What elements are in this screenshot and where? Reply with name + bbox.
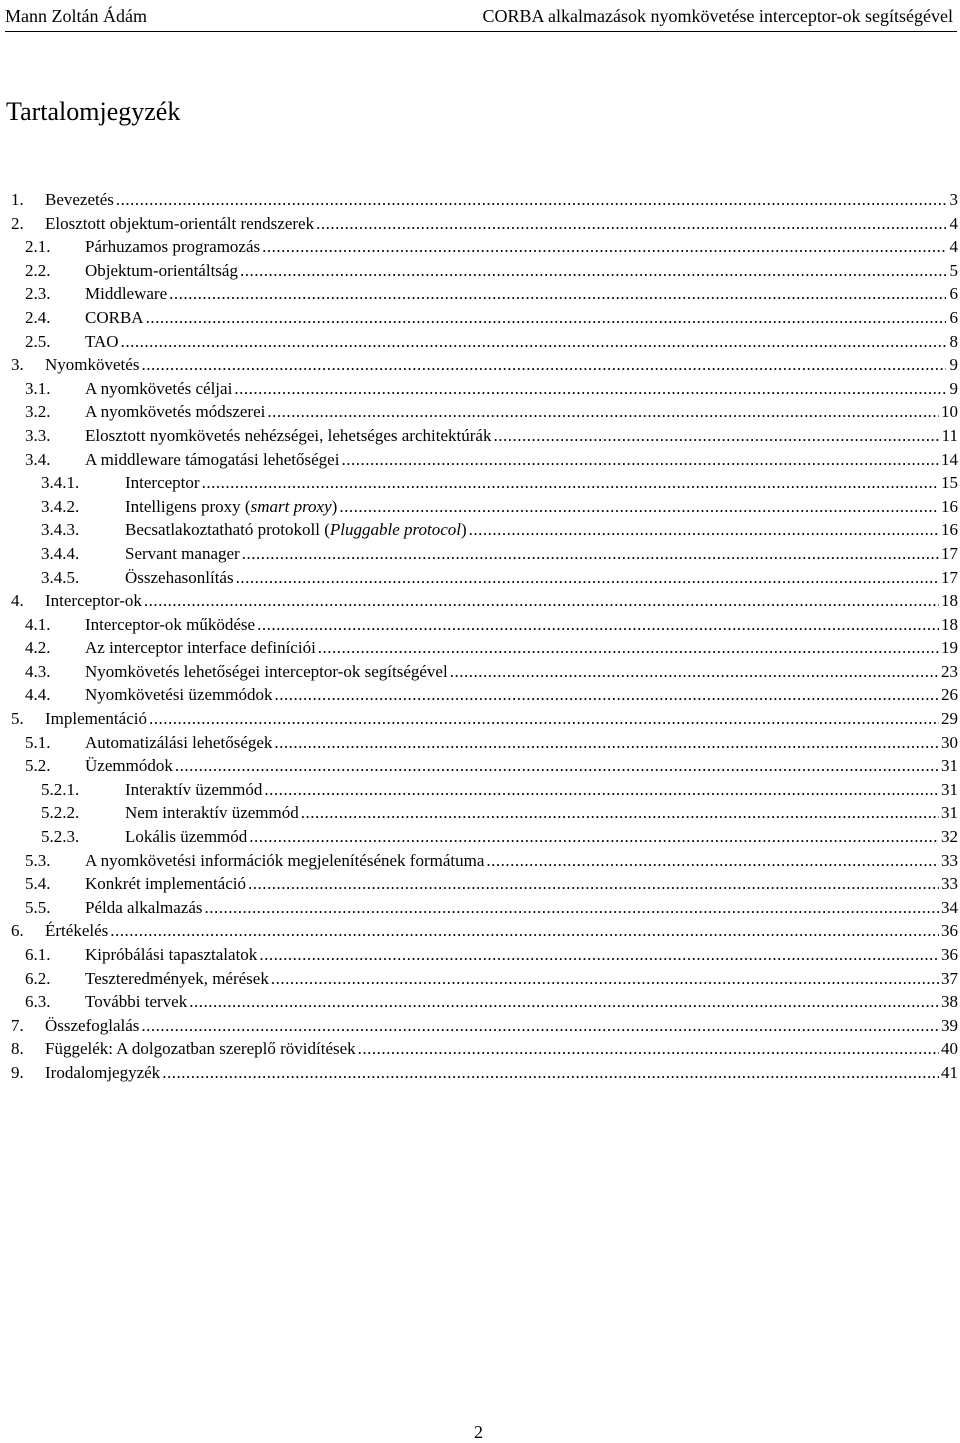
toc-entry-page: 31: [941, 779, 958, 799]
toc-entry-page: 6: [949, 307, 958, 327]
toc-entry-body: [85, 990, 958, 1014]
toc-entry-title-text: Interceptor-ok: [45, 591, 142, 611]
toc-entry-title-text: Konkrét implementáció: [85, 874, 246, 894]
toc-entry-body: [125, 825, 958, 849]
toc-entry-title-text: További tervek: [85, 992, 188, 1012]
toc-entry-page: 34: [941, 897, 958, 917]
toc-entry[interactable]: [5, 1037, 958, 1061]
toc-entry-page: 23: [941, 661, 958, 681]
header-rule: [5, 31, 957, 32]
toc-entry-number: 2.3.: [25, 284, 51, 304]
toc-entry-title-text: Interceptor: [125, 473, 200, 493]
toc-dot-leader: [121, 330, 946, 354]
toc-entry-body: [85, 400, 958, 424]
toc-entry-page: 9: [949, 355, 958, 375]
toc-entry-title-text: A middleware támogatási lehetőségei: [85, 449, 340, 469]
toc-dot-leader: [274, 683, 939, 707]
toc-entry-number: 5.: [11, 709, 24, 729]
toc-entry-number: 4.2.: [25, 638, 51, 658]
toc-entry-title: [125, 801, 299, 825]
toc-entry-number: 3.4.5.: [41, 567, 80, 587]
toc-entry-title-text: Kipróbálási tapasztalatok: [85, 945, 258, 964]
toc-entry-number: 5.3.: [25, 850, 51, 870]
toc-entry-title-text: Teszteredmények, mérések: [85, 968, 269, 988]
toc-entry-title: [45, 353, 139, 377]
toc-entry-number: 6.1.: [25, 945, 51, 964]
toc-entry-page: 6: [949, 284, 958, 304]
toc-dot-leader: [175, 754, 939, 778]
toc-entry-page: 31: [941, 756, 958, 776]
toc-entry-page: 41: [941, 1062, 958, 1082]
toc-entry-body: [85, 613, 958, 637]
toc-entry-title-text: Nyomkövetés lehetőségei interceptor-ok segítségével: [85, 661, 448, 681]
toc-entry-page: 5: [949, 260, 958, 280]
toc-entry-title-text: Automatizálási lehetőségek: [85, 732, 273, 752]
toc-entry-title-text: Elosztott objektum-orientált rendszerek: [45, 213, 315, 233]
toc-entry-title-text: CORBA: [85, 307, 144, 327]
toc-entry-title: [85, 754, 173, 778]
toc-entry-number: 5.2.1.: [41, 779, 80, 799]
toc-entry[interactable]: [5, 377, 958, 401]
toc-entry-body: [85, 282, 958, 306]
toc-entry[interactable]: [5, 1014, 958, 1038]
page-title: Tartalomjegyzék: [6, 97, 181, 126]
toc-entry-title-text: A nyomkövetési információk megjelenítésének formátuma: [85, 850, 485, 870]
toc-entry-number: 3.4.: [25, 449, 51, 469]
toc-entry-title-text: Implementáció: [45, 709, 147, 729]
toc-entry-title: [45, 919, 108, 943]
toc-entry-title-text: Lokális üzemmód: [125, 827, 248, 847]
toc-entry-page: 9: [949, 378, 958, 398]
toc-entry-title-italic: smart proxy: [250, 496, 332, 516]
toc-entry-title: [85, 306, 144, 330]
toc-entry-title: [125, 825, 247, 849]
toc-entry-number: 9.: [11, 1062, 24, 1082]
toc-entry-body: [85, 731, 958, 755]
toc-entry[interactable]: [5, 872, 958, 896]
toc-entry-body: [125, 566, 958, 590]
toc-entry-number: 5.4.: [25, 874, 51, 894]
toc-entry-body: [85, 424, 958, 448]
toc-entry-page: 19: [941, 638, 958, 658]
toc-entry-body: [125, 495, 958, 519]
toc-dot-leader: [493, 424, 939, 448]
toc-entry[interactable]: [5, 707, 958, 731]
toc-dot-leader: [358, 1037, 939, 1061]
header-author: Mann Zoltán Ádám: [5, 5, 147, 26]
toc-entry-body: [85, 754, 958, 778]
toc-entry[interactable]: [5, 825, 958, 849]
toc-entry-page: 18: [941, 591, 958, 611]
toc-entry-body: [85, 896, 958, 920]
toc-entry-number: 4.3.: [25, 661, 51, 681]
toc-entry-page: 37: [941, 968, 958, 988]
toc-entry-number: 2.2.: [25, 260, 51, 280]
toc-entry[interactable]: [5, 306, 958, 330]
toc-entry-title: [125, 471, 200, 495]
toc-entry-title: [45, 188, 114, 212]
toc-entry-body: [85, 660, 958, 684]
toc-dot-leader: [469, 518, 939, 542]
toc-entry-title-end: ): [331, 496, 338, 516]
toc-entry-body: [85, 306, 958, 330]
toc-dot-leader: [202, 471, 939, 495]
toc-entry-body: [125, 778, 958, 802]
toc-entry-title-text: A nyomkövetés módszerei: [85, 402, 266, 422]
toc-entry-number: 3.3.: [25, 425, 51, 445]
toc-entry[interactable]: [5, 990, 958, 1014]
toc-entry-body: [45, 1061, 958, 1085]
toc-entry-body: [85, 872, 958, 896]
toc-entry[interactable]: [5, 731, 958, 755]
toc-entry-title: [85, 731, 272, 755]
toc-entry-body: [85, 943, 958, 967]
toc-entry-number: 2.1.: [25, 237, 51, 257]
toc-entry-title: [125, 518, 467, 542]
toc-entry-number: 8.: [11, 1039, 24, 1059]
toc-entry-title-text: Összehasonlítás: [125, 567, 234, 587]
toc-entry-body: [45, 188, 958, 212]
toc-entry[interactable]: [5, 282, 958, 306]
toc-entry-title: [85, 943, 257, 967]
toc-entry-title-text: Bevezetés: [45, 190, 114, 209]
toc-dot-leader: [205, 896, 939, 920]
toc-entry-title-text: Értékelés: [45, 921, 109, 941]
toc-entry-number: 3.1.: [25, 378, 51, 398]
toc-entry-title-end: ): [461, 520, 467, 540]
toc-dot-leader: [274, 731, 939, 755]
toc-entry[interactable]: [5, 589, 958, 613]
toc-entry[interactable]: [5, 801, 958, 825]
toc-entry-title: [85, 377, 232, 401]
toc-entry-page: 31: [941, 803, 958, 823]
toc-entry-page: 33: [941, 874, 958, 894]
toc-entry-title-text: Becsatlakoztatható protokoll (: [125, 520, 330, 540]
toc-entry-title-text: A nyomkövetés céljai: [85, 378, 233, 398]
toc-entry-body: [45, 1014, 958, 1038]
toc-entry-body: [85, 330, 958, 354]
toc-entry-number: 5.5.: [25, 897, 51, 917]
toc-entry-page: 11: [941, 425, 958, 445]
toc-entry-number: 3.: [11, 355, 24, 375]
toc-entry-number: 4.1.: [25, 614, 51, 634]
toc-entry[interactable]: [5, 613, 958, 637]
toc-entry[interactable]: [5, 424, 958, 448]
toc-entry-number: 2.: [11, 213, 24, 233]
toc-entry-title: [85, 990, 187, 1014]
toc-entry-title: [85, 613, 255, 637]
toc-entry-number: 4.: [11, 591, 24, 611]
toc-entry[interactable]: [5, 518, 958, 542]
toc-entry-title: [125, 495, 337, 519]
toc-dot-leader: [169, 282, 946, 306]
toc-entry-body: [85, 235, 958, 259]
toc-entry-body: [45, 212, 958, 236]
toc-entry-title: [85, 660, 448, 684]
toc-entry-title: [85, 330, 119, 354]
toc-entry-page: 8: [949, 331, 958, 351]
toc-entry-page: 4: [949, 213, 958, 233]
toc-entry-page: 29: [941, 709, 958, 729]
toc-entry-title: [45, 707, 147, 731]
toc-entry-number: 5.2.3.: [41, 827, 80, 847]
toc-dot-leader: [267, 400, 939, 424]
toc-entry[interactable]: [5, 1061, 958, 1085]
toc-entry-page: 38: [941, 992, 958, 1012]
page-number: 2: [474, 1422, 483, 1442]
toc-entry-page: 26: [941, 685, 958, 705]
toc-entry-body: [85, 967, 958, 991]
toc-dot-leader: [240, 259, 946, 283]
toc-entry-title: [45, 1061, 160, 1085]
toc-dot-leader: [486, 849, 939, 873]
toc-entry-page: 16: [941, 520, 958, 540]
toc-entry-page: 15: [941, 473, 958, 493]
toc-entry-page: 14: [941, 449, 958, 469]
toc-dot-leader: [189, 990, 939, 1014]
toc-dot-leader: [248, 872, 939, 896]
toc-dot-leader: [264, 778, 939, 802]
toc-dot-leader: [116, 188, 946, 212]
toc-entry[interactable]: [5, 400, 958, 424]
toc-entry-title: [125, 542, 240, 566]
toc-entry-title-text: Objektum-orientáltság: [85, 260, 238, 280]
toc-entry-title-text: Az interceptor interface definíciói: [85, 638, 316, 658]
toc-entry-title: [85, 849, 484, 873]
toc-entry[interactable]: [5, 683, 958, 707]
toc-entry-title: [85, 235, 260, 259]
toc-entry-body: [85, 636, 958, 660]
toc-dot-leader: [144, 589, 939, 613]
toc-entry-title-text: Middleware: [85, 284, 168, 304]
toc-entry-title: [85, 282, 167, 306]
toc-entry-title: [85, 424, 491, 448]
toc-entry[interactable]: [5, 212, 958, 236]
toc-entry-number: 3.4.3.: [41, 520, 80, 540]
toc-dot-leader: [146, 306, 946, 330]
table-of-contents: [5, 188, 958, 1085]
toc-entry-number: 6.: [11, 921, 24, 941]
toc-entry[interactable]: [5, 495, 958, 519]
toc-entry-title: [85, 448, 339, 472]
toc-entry-body: [125, 542, 958, 566]
toc-entry-title-text: Nyomkövetés: [45, 355, 140, 375]
toc-entry[interactable]: [5, 188, 958, 212]
toc-entry-body: [85, 259, 958, 283]
toc-entry-page: 32: [941, 827, 958, 847]
toc-entry-page: 30: [941, 732, 958, 752]
toc-entry-body: [85, 377, 958, 401]
toc-entry[interactable]: [5, 235, 958, 259]
toc-dot-leader: [149, 707, 939, 731]
toc-dot-leader: [301, 801, 939, 825]
toc-entry-title-text: Interceptor-ok működése: [85, 614, 256, 634]
toc-dot-leader: [271, 967, 939, 991]
toc-dot-leader: [339, 495, 939, 519]
toc-entry-title-text: Üzemmódok: [85, 756, 173, 776]
toc-entry-page: 36: [941, 921, 958, 941]
toc-dot-leader: [141, 1014, 939, 1038]
toc-entry-body: [85, 849, 958, 873]
toc-entry-title: [45, 589, 142, 613]
toc-entry[interactable]: [5, 919, 958, 943]
toc-entry-number: 5.2.2.: [41, 803, 80, 823]
toc-entry[interactable]: [5, 353, 958, 377]
toc-entry-title: [85, 683, 272, 707]
toc-entry-number: 6.2.: [25, 968, 51, 988]
toc-entry-title: [85, 400, 265, 424]
toc-entry-title: [85, 896, 203, 920]
toc-entry-page: 10: [941, 402, 958, 422]
toc-entry[interactable]: [5, 896, 958, 920]
toc-entry[interactable]: [5, 471, 958, 495]
toc-entry-body: [85, 683, 958, 707]
toc-entry-body: [45, 589, 958, 613]
toc-entry-number: 1.: [11, 190, 24, 209]
toc-entry-number: 5.1.: [25, 732, 51, 752]
toc-entry-body: [45, 919, 958, 943]
toc-dot-leader: [316, 212, 946, 236]
toc-entry[interactable]: [5, 778, 958, 802]
toc-entry-number: 2.5.: [25, 331, 51, 351]
toc-dot-leader: [450, 660, 939, 684]
toc-entry-title: [45, 212, 314, 236]
toc-entry[interactable]: [5, 448, 958, 472]
toc-entry-title-text: Interaktív üzemmód: [125, 779, 263, 799]
toc-entry-title-text: Servant manager: [125, 543, 240, 563]
toc-entry-page: 3: [949, 190, 958, 209]
toc-dot-leader: [318, 636, 939, 660]
toc-entry[interactable]: [5, 330, 958, 354]
toc-dot-leader: [242, 542, 939, 566]
toc-entry-title: [45, 1037, 356, 1061]
toc-entry-title-text: Összefoglalás: [45, 1015, 140, 1035]
toc-entry-title: [125, 778, 262, 802]
toc-entry-number: 7.: [11, 1015, 24, 1035]
header-doc-title: CORBA alkalmazások nyomkövetése interceptor-ok segítségével: [482, 5, 953, 26]
toc-entry-page: 39: [941, 1015, 958, 1035]
toc-entry-title-text: Nem interaktív üzemmód: [125, 803, 299, 823]
toc-entry-title: [125, 566, 234, 590]
toc-entry-number: 5.2.: [25, 756, 51, 776]
toc-dot-leader: [249, 825, 939, 849]
toc-entry[interactable]: [5, 849, 958, 873]
toc-entry-title-italic: Pluggable protocol: [329, 520, 461, 540]
toc-entry-page: 16: [941, 496, 958, 516]
toc-entry-body: [85, 448, 958, 472]
toc-entry-number: 4.4.: [25, 685, 51, 705]
toc-dot-leader: [257, 613, 939, 637]
toc-entry[interactable]: [5, 636, 958, 660]
toc-dot-leader: [141, 353, 946, 377]
toc-entry-number: 3.4.2.: [41, 496, 80, 516]
toc-entry[interactable]: [5, 967, 958, 991]
toc-entry-page: 36: [941, 945, 958, 964]
toc-entry-number: 3.2.: [25, 402, 51, 422]
toc-entry-number: 3.4.1.: [41, 473, 80, 493]
toc-entry-title: [85, 967, 269, 991]
toc-entry[interactable]: [5, 660, 958, 684]
toc-entry-title-text: Nyomkövetési üzemmódok: [85, 685, 273, 705]
toc-entry-page: 17: [941, 567, 958, 587]
toc-entry-body: [125, 518, 958, 542]
toc-entry-body: [125, 471, 958, 495]
toc-entry-body: [45, 707, 958, 731]
toc-dot-leader: [236, 566, 939, 590]
toc-entry-title-text: Példa alkalmazás: [85, 897, 203, 917]
toc-entry-page: 33: [941, 850, 958, 870]
toc-entry-page: 4: [949, 237, 958, 257]
toc-dot-leader: [259, 943, 939, 967]
toc-entry-title-text: Párhuzamos programozás: [85, 237, 261, 257]
toc-dot-leader: [110, 919, 939, 943]
running-header: [5, 3, 953, 29]
toc-entry[interactable]: [5, 259, 958, 283]
toc-entry-number: 3.4.4.: [41, 543, 80, 563]
toc-entry-title-text: Elosztott nyomkövetés nehézségei, lehetséges architektúrák: [85, 425, 492, 445]
toc-entry-title: [45, 1014, 139, 1038]
toc-entry-title: [85, 636, 316, 660]
toc-entry-title-text: TAO: [85, 331, 119, 351]
toc-entry[interactable]: [5, 754, 958, 778]
toc-entry-title: [85, 872, 246, 896]
toc-entry-page: 18: [941, 614, 958, 634]
toc-entry-number: 6.3.: [25, 992, 51, 1012]
toc-entry[interactable]: [5, 943, 958, 967]
toc-entry-page: 40: [941, 1039, 958, 1059]
toc-entry-title: [85, 259, 238, 283]
toc-dot-leader: [262, 235, 946, 259]
toc-entry-body: [125, 801, 958, 825]
toc-dot-leader: [234, 377, 946, 401]
toc-entry-body: [45, 353, 958, 377]
toc-entry-title-text: Irodalomjegyzék: [45, 1062, 161, 1082]
toc-entry-number: 2.4.: [25, 307, 51, 327]
toc-dot-leader: [341, 448, 939, 472]
toc-entry-page: 17: [941, 543, 958, 563]
toc-entry-title-text: Intelligens proxy (: [125, 496, 251, 516]
toc-entry-title-text: Függelék: A dolgozatban szereplő rövidítések: [45, 1039, 356, 1059]
toc-entry[interactable]: [5, 566, 958, 590]
toc-entry[interactable]: [5, 542, 958, 566]
toc-dot-leader: [162, 1061, 939, 1085]
toc-entry-body: [45, 1037, 958, 1061]
